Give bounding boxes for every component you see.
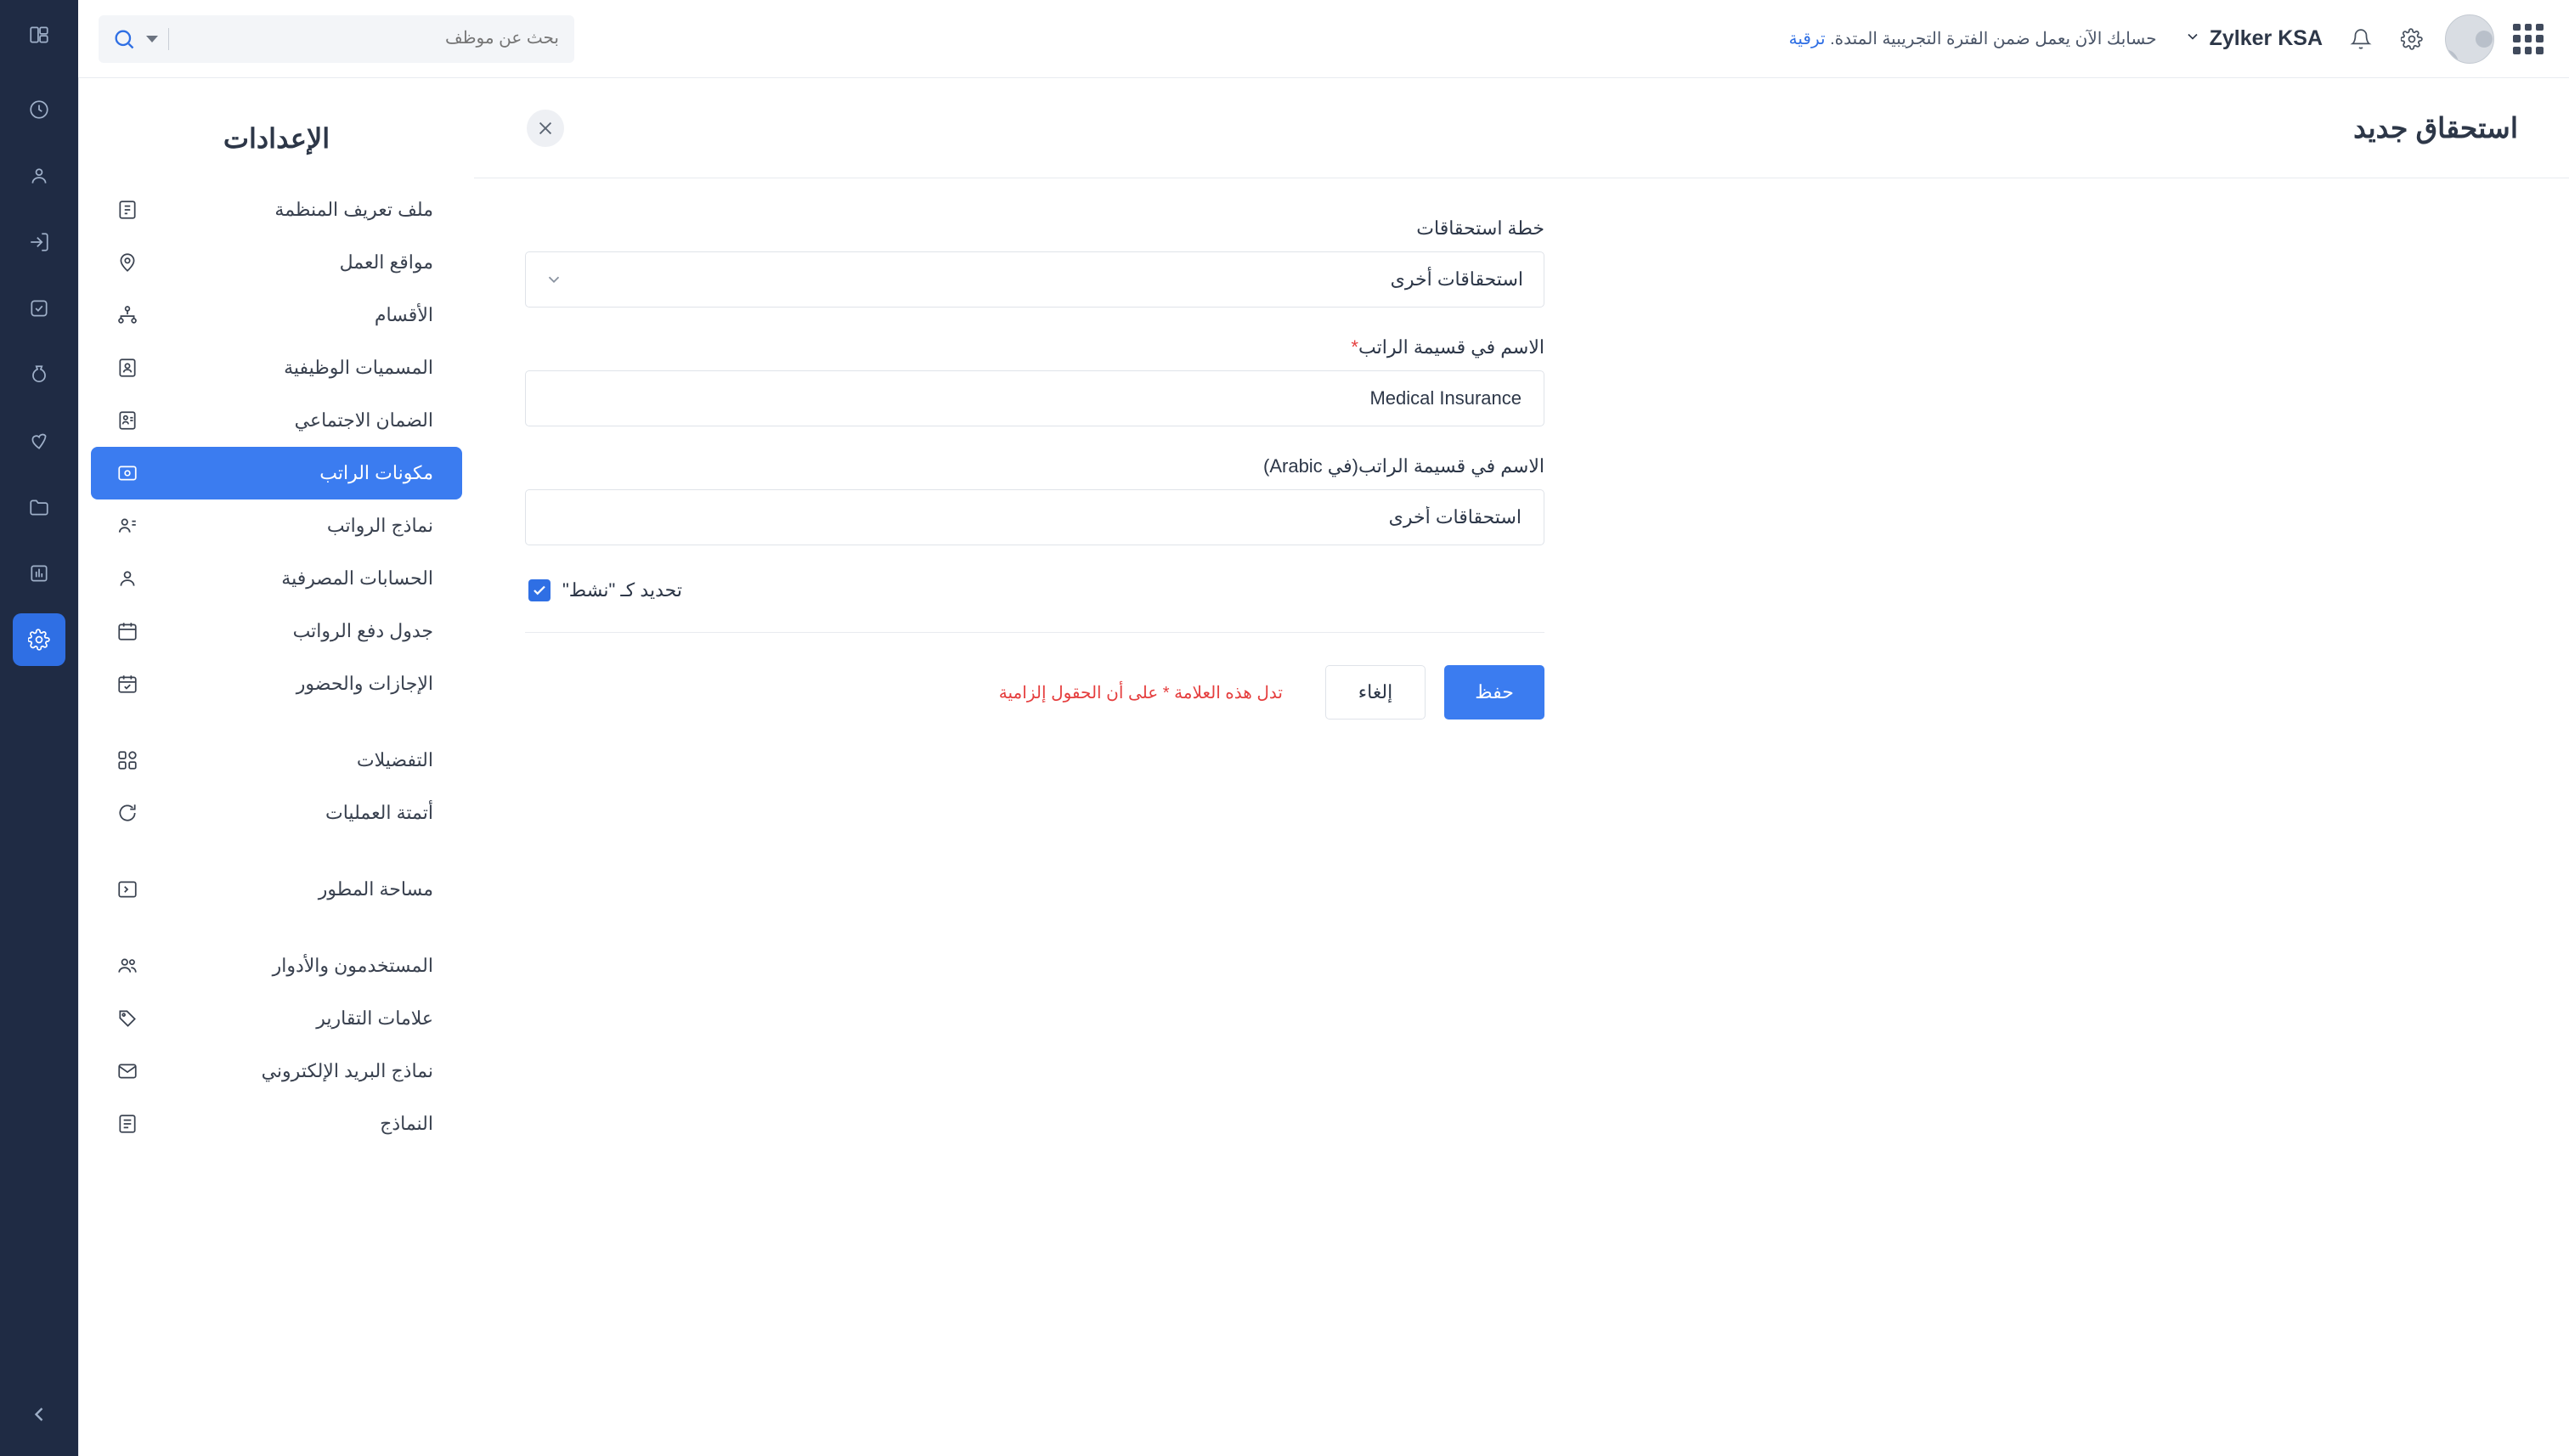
sidebar-item-label: نماذج الرواتب xyxy=(326,515,433,536)
users-roles-icon xyxy=(115,953,140,979)
payslip-name-ar-label xyxy=(525,455,1544,477)
sidebar-item-preferences[interactable] xyxy=(91,734,462,787)
sidebar-item-developer-space[interactable] xyxy=(91,863,462,916)
sidebar-item-org-profile[interactable] xyxy=(91,183,462,236)
sidebar-item-label: الأقسام xyxy=(374,304,433,325)
payslip-name-ar-label-lang: Arabic xyxy=(1269,455,1323,477)
sidebar-item-departments[interactable] xyxy=(91,289,462,341)
payslip-name-input-wrap[interactable] xyxy=(525,370,1544,426)
plan-selected-value: استحقاقات أخرى xyxy=(1390,268,1523,290)
apps-switcher-icon[interactable] xyxy=(13,8,65,61)
sidebar-item-label: التفضيلات xyxy=(356,749,433,770)
sidebar-item-bank-accounts[interactable] xyxy=(91,552,462,605)
body-row xyxy=(78,78,2569,1456)
payroll-icon[interactable] xyxy=(13,348,65,401)
content-panel xyxy=(474,78,2569,1456)
departments-icon xyxy=(115,302,140,328)
sidebar-item-label: جدول دفع الرواتب xyxy=(292,620,433,641)
upgrade-link[interactable]: ترقية xyxy=(1788,30,1826,48)
sidebar-item-label: مكونات الراتب xyxy=(319,462,433,483)
forms-icon xyxy=(115,1111,140,1137)
chevron-down-icon xyxy=(2184,26,2201,51)
reports-icon[interactable] xyxy=(13,547,65,600)
sidebar-item-label: الحسابات المصرفية xyxy=(281,567,433,589)
check-icon[interactable] xyxy=(528,579,550,601)
search-icon[interactable] xyxy=(112,27,136,51)
sidebar-item-forms[interactable] xyxy=(91,1098,462,1150)
sidebar-item-designations[interactable] xyxy=(91,341,462,394)
grid-apps-icon[interactable] xyxy=(2510,20,2547,58)
gear-icon[interactable] xyxy=(2394,21,2430,57)
payslip-name-label-text: الاسم في قسيمة الراتب xyxy=(1358,336,1544,358)
active-checkbox-row[interactable] xyxy=(525,579,1544,601)
field-payslip-name xyxy=(525,336,1544,426)
page-title: استحقاق جديد xyxy=(2353,112,2518,144)
salary-components-icon xyxy=(115,460,140,486)
main-column xyxy=(78,0,2569,1456)
org-name: Zylker KSA xyxy=(2209,26,2323,50)
employees-icon[interactable] xyxy=(13,150,65,202)
search-scope-dropdown-icon[interactable] xyxy=(146,36,158,42)
wellbeing-icon[interactable] xyxy=(13,415,65,467)
required-note: تدل هذه العلامة * على أن الحقول إلزامية xyxy=(998,683,1283,703)
sidebar-item-label: المستخدمون والأدوار xyxy=(272,955,433,976)
sidebar-item-report-tags[interactable] xyxy=(91,992,462,1045)
chevron-down-icon[interactable] xyxy=(545,270,563,289)
settings-icon[interactable] xyxy=(13,613,65,666)
leave-attendance-icon xyxy=(115,671,140,697)
onboarding-icon[interactable] xyxy=(13,216,65,268)
payslip-name-ar-label-prefix: الاسم في قسيمة الراتب(في xyxy=(1322,455,1544,477)
required-asterisk: * xyxy=(1351,336,1358,358)
sidebar-item-automation[interactable] xyxy=(91,787,462,839)
payslip-name-ar-input-wrap[interactable] xyxy=(525,489,1544,545)
sidebar-group-gap xyxy=(79,916,474,940)
sidebar-item-label: المسميات الوظيفية xyxy=(284,357,433,378)
page-header xyxy=(474,78,2569,178)
plan-label: خطة استحقاقات xyxy=(1416,217,1544,239)
trial-message: حسابك الآن يعمل ضمن الفترة التجريبية المتدة. xyxy=(1830,30,2157,48)
payslip-name-label xyxy=(525,336,1544,358)
report-tags-icon xyxy=(115,1006,140,1031)
sidebar-group-gap xyxy=(79,839,474,863)
sidebar-item-label: أتمتة العمليات xyxy=(325,802,433,823)
dashboard-icon[interactable] xyxy=(13,83,65,136)
tasks-icon[interactable] xyxy=(13,282,65,335)
sidebar-item-label: مواقع العمل xyxy=(339,251,433,273)
sidebar-item-label: النماذج xyxy=(380,1113,433,1134)
close-icon[interactable] xyxy=(527,110,564,147)
trial-banner xyxy=(1789,28,2157,49)
location-icon xyxy=(115,250,140,275)
search-input[interactable] xyxy=(179,28,561,49)
sidebar-item-label: الضمان الاجتماعي xyxy=(294,409,433,431)
bell-icon[interactable] xyxy=(2343,21,2379,57)
sidebar-item-label: نماذج البريد الإلكتروني xyxy=(261,1060,433,1081)
active-checkbox-label: تحديد كـ "نشط" xyxy=(562,579,682,601)
sidebar-item-salary-components[interactable] xyxy=(91,447,462,499)
social-insurance-icon xyxy=(115,408,140,433)
payslip-name-ar-label-suffix: ) xyxy=(1263,455,1270,477)
sidebar-item-label: الإجازات والحضور xyxy=(296,673,433,694)
deduction-form xyxy=(474,178,2569,720)
settings-sidebar xyxy=(78,78,474,1456)
sidebar-item-leave-attendance[interactable] xyxy=(91,657,462,710)
pay-schedule-icon xyxy=(115,618,140,644)
cancel-button[interactable]: إلغاء xyxy=(1325,665,1426,720)
field-payslip-name-ar xyxy=(525,455,1544,545)
sidebar-item-label: ملف تعريف المنظمة xyxy=(274,199,433,220)
automation-icon xyxy=(115,800,140,826)
sidebar-item-label: علامات التقارير xyxy=(316,1007,433,1029)
form-actions xyxy=(525,633,1544,720)
avatar[interactable] xyxy=(2445,14,2494,64)
sidebar-item-salary-templates[interactable] xyxy=(91,499,462,552)
sidebar-group-gap xyxy=(79,710,474,734)
top-bar xyxy=(78,0,2569,78)
app-rail xyxy=(0,0,78,1456)
payslip-name-input[interactable] xyxy=(546,387,1523,410)
sidebar-item-label: مساحة المطور xyxy=(318,878,433,900)
chevron-left-icon[interactable] xyxy=(13,1388,65,1441)
files-icon[interactable] xyxy=(13,481,65,533)
salary-templates-icon xyxy=(115,513,140,539)
bank-accounts-icon xyxy=(115,566,140,591)
search-divider xyxy=(168,28,169,50)
employee-search[interactable] xyxy=(99,15,574,63)
sidebar-item-work-locations[interactable] xyxy=(91,236,462,289)
plan-select[interactable] xyxy=(525,251,1544,308)
field-plan xyxy=(525,217,1544,308)
sidebar-item-email-templates[interactable] xyxy=(91,1045,462,1098)
payslip-name-ar-input[interactable] xyxy=(546,505,1523,529)
settings-title: الإعدادات xyxy=(223,123,330,154)
org-switcher[interactable] xyxy=(2184,26,2323,51)
sidebar-item-social-insurance[interactable] xyxy=(91,394,462,447)
org-profile-icon xyxy=(115,197,140,223)
preferences-icon xyxy=(115,748,140,773)
save-button[interactable]: حفظ xyxy=(1444,665,1544,720)
sidebar-item-pay-schedule[interactable] xyxy=(91,605,462,657)
designation-icon xyxy=(115,355,140,381)
email-templates-icon xyxy=(115,1058,140,1084)
developer-space-icon xyxy=(115,877,140,902)
sidebar-item-users-roles[interactable] xyxy=(91,940,462,992)
